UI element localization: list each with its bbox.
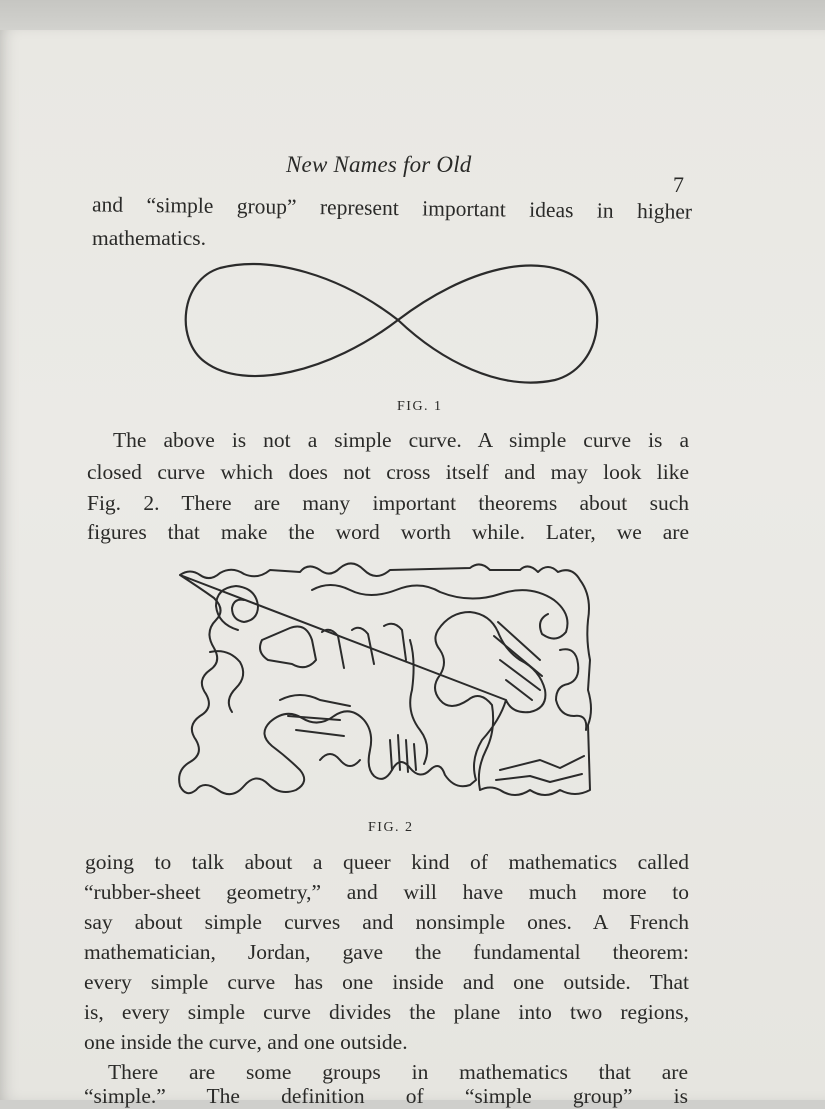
figure-1-caption: FIG. 1 bbox=[397, 399, 443, 414]
text-line: is, every simple curve divides the plane into two regions, bbox=[84, 1000, 689, 1024]
page-number: 7 bbox=[673, 172, 684, 197]
text-line: Fig. 2. There are many important theorems about such bbox=[87, 491, 689, 515]
text-line: say about simple curves and nonsimple ones. A French bbox=[84, 910, 689, 934]
text-line: mathematician, Jordan, gave the fundamental theorem: bbox=[84, 940, 689, 964]
text-line: going to talk about a queer kind of mathematics called bbox=[85, 850, 689, 874]
text-line: mathematics. bbox=[92, 226, 207, 250]
text-line: “simple.” The definition of “simple group” is bbox=[84, 1084, 688, 1108]
text-line: figures that make the word worth while. Later, we are bbox=[87, 520, 689, 544]
text-line: and “simple group” represent important ideas in higher bbox=[91, 192, 693, 224]
text-line: There are some groups in mathematics that are bbox=[108, 1060, 688, 1084]
figure-2-caption: FIG. 2 bbox=[368, 820, 414, 835]
text-line: “rubber-sheet geometry,” and will have much more to bbox=[84, 880, 689, 904]
running-head: New Names for Old bbox=[286, 152, 472, 177]
text-line: one inside the curve, and one outside. bbox=[84, 1030, 408, 1054]
text-line: closed curve which does not cross itself and may look like bbox=[87, 460, 689, 484]
text-line: every simple curve has one inside and one outside. That bbox=[84, 970, 689, 994]
text-line: The above is not a simple curve. A simple curve is a bbox=[113, 428, 689, 452]
